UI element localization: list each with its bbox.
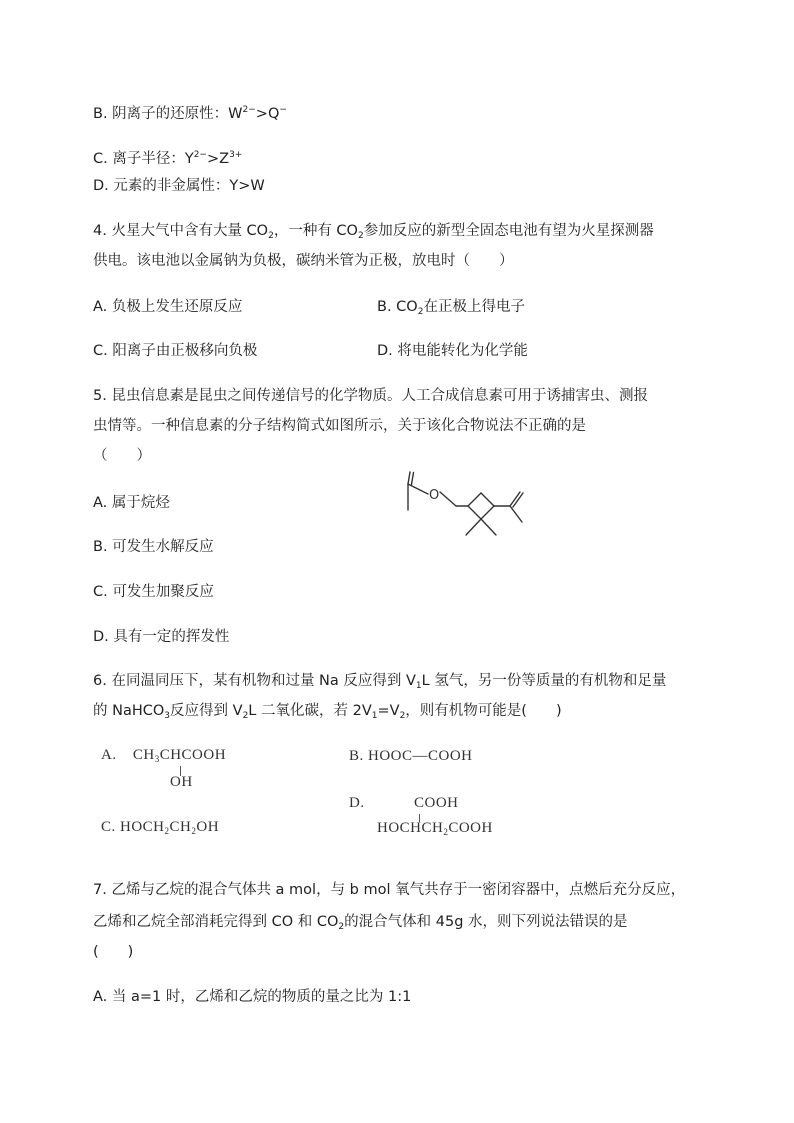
option-label: D. (93, 178, 109, 194)
superscript: − (279, 105, 287, 115)
formula-part: OH (196, 819, 220, 835)
subscript: 1 (371, 711, 378, 721)
subscript: 1 (415, 681, 422, 691)
option-text: 在正极上得电子 (423, 299, 525, 315)
q6-stem-line1 (93, 671, 666, 696)
subscript: 3 (154, 754, 160, 764)
stem-text: 反应得到 V (170, 703, 243, 719)
q5-option-a: A. 属于烷烃 (93, 495, 170, 511)
q7-option-a: A. 当 a=1 时，乙烯和乙烷的物质的量之比为 1:1 (93, 989, 412, 1005)
stem-text: L 二氧化碳，若 2V (248, 703, 372, 719)
q7-stem-line2 (93, 912, 628, 937)
stem-text: 的 NaHCO (93, 703, 165, 719)
oxygen-atom-label: O (429, 488, 440, 503)
q5-option-d: D. 具有一定的挥发性 (93, 629, 230, 645)
subscript: 2 (164, 826, 170, 836)
option-label: B. (93, 106, 108, 122)
subscript: 2 (357, 231, 364, 241)
q3-option-b (93, 100, 287, 124)
q7-stem-line1: 7. 乙烯与乙烷的混合气体共 a mol，与 b mol 氧气共存于一密闭容器中，点燃后充分反应， (93, 882, 686, 898)
q4-stem-line1 (93, 221, 654, 246)
subscript: 3 (164, 711, 171, 721)
q3-option-d (93, 176, 265, 196)
stem-text: 参加反应的新型全固态电池有望为火星探测器 (363, 223, 654, 239)
option-text: 阴离子的还原性：W (112, 106, 243, 122)
formula-part: COOH (448, 820, 493, 836)
formula-part: C. HOCH (101, 819, 165, 835)
q4-option-c: C. 阳离子由正极移向负极 (93, 343, 258, 359)
hydroxyl-group: OH (170, 774, 193, 790)
stem-text: 4. 火星大气中含有大量 CO (93, 223, 269, 239)
subscript: 2 (191, 826, 197, 836)
option-text: >Q (255, 106, 280, 122)
superscript: 2− (193, 150, 207, 160)
stem-text: 的混合气体和 45g 水，则下列说法错误的是 (344, 914, 628, 930)
q4-option-a: A. 负极上发生还原反应 (93, 299, 243, 315)
subscript: 2 (399, 711, 406, 721)
formula-part: CHCOOH (159, 747, 227, 763)
formula (133, 747, 226, 763)
option-text: B. CO (377, 299, 418, 315)
formula-part: CH (169, 819, 192, 835)
q5-option-c: C. 可发生加聚反应 (93, 584, 214, 600)
q4-stem-line2: 供电。该电池以金属钠为负极，碳纳米管为正极，放电时（ ） (93, 253, 514, 269)
molecular-structure-diagram (398, 462, 538, 542)
q4-option-d: D. 将电能转化为化学能 (377, 343, 528, 359)
subscript: 2 (338, 922, 345, 932)
q7-stem-line3: ( ) (93, 944, 134, 960)
formula-part: HOCHCH (377, 820, 444, 836)
q3-option-c (93, 145, 242, 169)
stem-text: ，一种有 CO (273, 223, 358, 239)
q4-option-b (377, 297, 525, 322)
q6-option-c (101, 819, 219, 836)
superscript: 3+ (229, 150, 243, 160)
q5-stem-line3: （ ） (93, 448, 151, 464)
stem-text: =V (377, 703, 400, 719)
superscript: 2− (242, 105, 256, 115)
q5-stem-line1: 5. 昆虫信息素是昆虫之间传递信号的化学物质。人工合成信息素可用于诱捕害虫、测报 (93, 388, 648, 404)
option-label: A. (101, 747, 117, 763)
q6-stem-line2 (93, 701, 562, 726)
q5-option-b: B. 可发生水解反应 (93, 539, 214, 555)
option-label: C. (93, 151, 108, 167)
option-text: >Z (206, 151, 230, 167)
carboxyl-group: COOH (414, 795, 459, 811)
q6-option-b: B. HOOC—COOH (349, 748, 473, 764)
stem-text: ，则有机物可能是( ) (405, 703, 562, 719)
q6-option-d-formula (377, 820, 493, 837)
q6-option-a (101, 747, 226, 764)
subscript: 2 (268, 231, 274, 241)
stem-text: 6. 在同温同压下，某有机物和过量 Na 反应得到 V (93, 673, 416, 689)
q6-option-d-label: D. (349, 795, 365, 811)
stem-text: L 氢气，另一份等质量的有机物和足量 (421, 673, 667, 689)
stem-text: 乙烯和乙烷全部消耗完得到 CO 和 CO (93, 914, 339, 930)
subscript: 2 (417, 307, 424, 317)
q5-stem-line2: 虫情等。一种信息素的分子结构简式如图所示，关于该化合物说法不正确的是 (93, 418, 586, 434)
option-text: 离子半径：Y (112, 151, 194, 167)
subscript: 2 (242, 711, 249, 721)
option-text: 元素的非金属性：Y>W (113, 178, 265, 194)
subscript: 2 (443, 827, 449, 837)
formula-part: CH (132, 747, 155, 763)
